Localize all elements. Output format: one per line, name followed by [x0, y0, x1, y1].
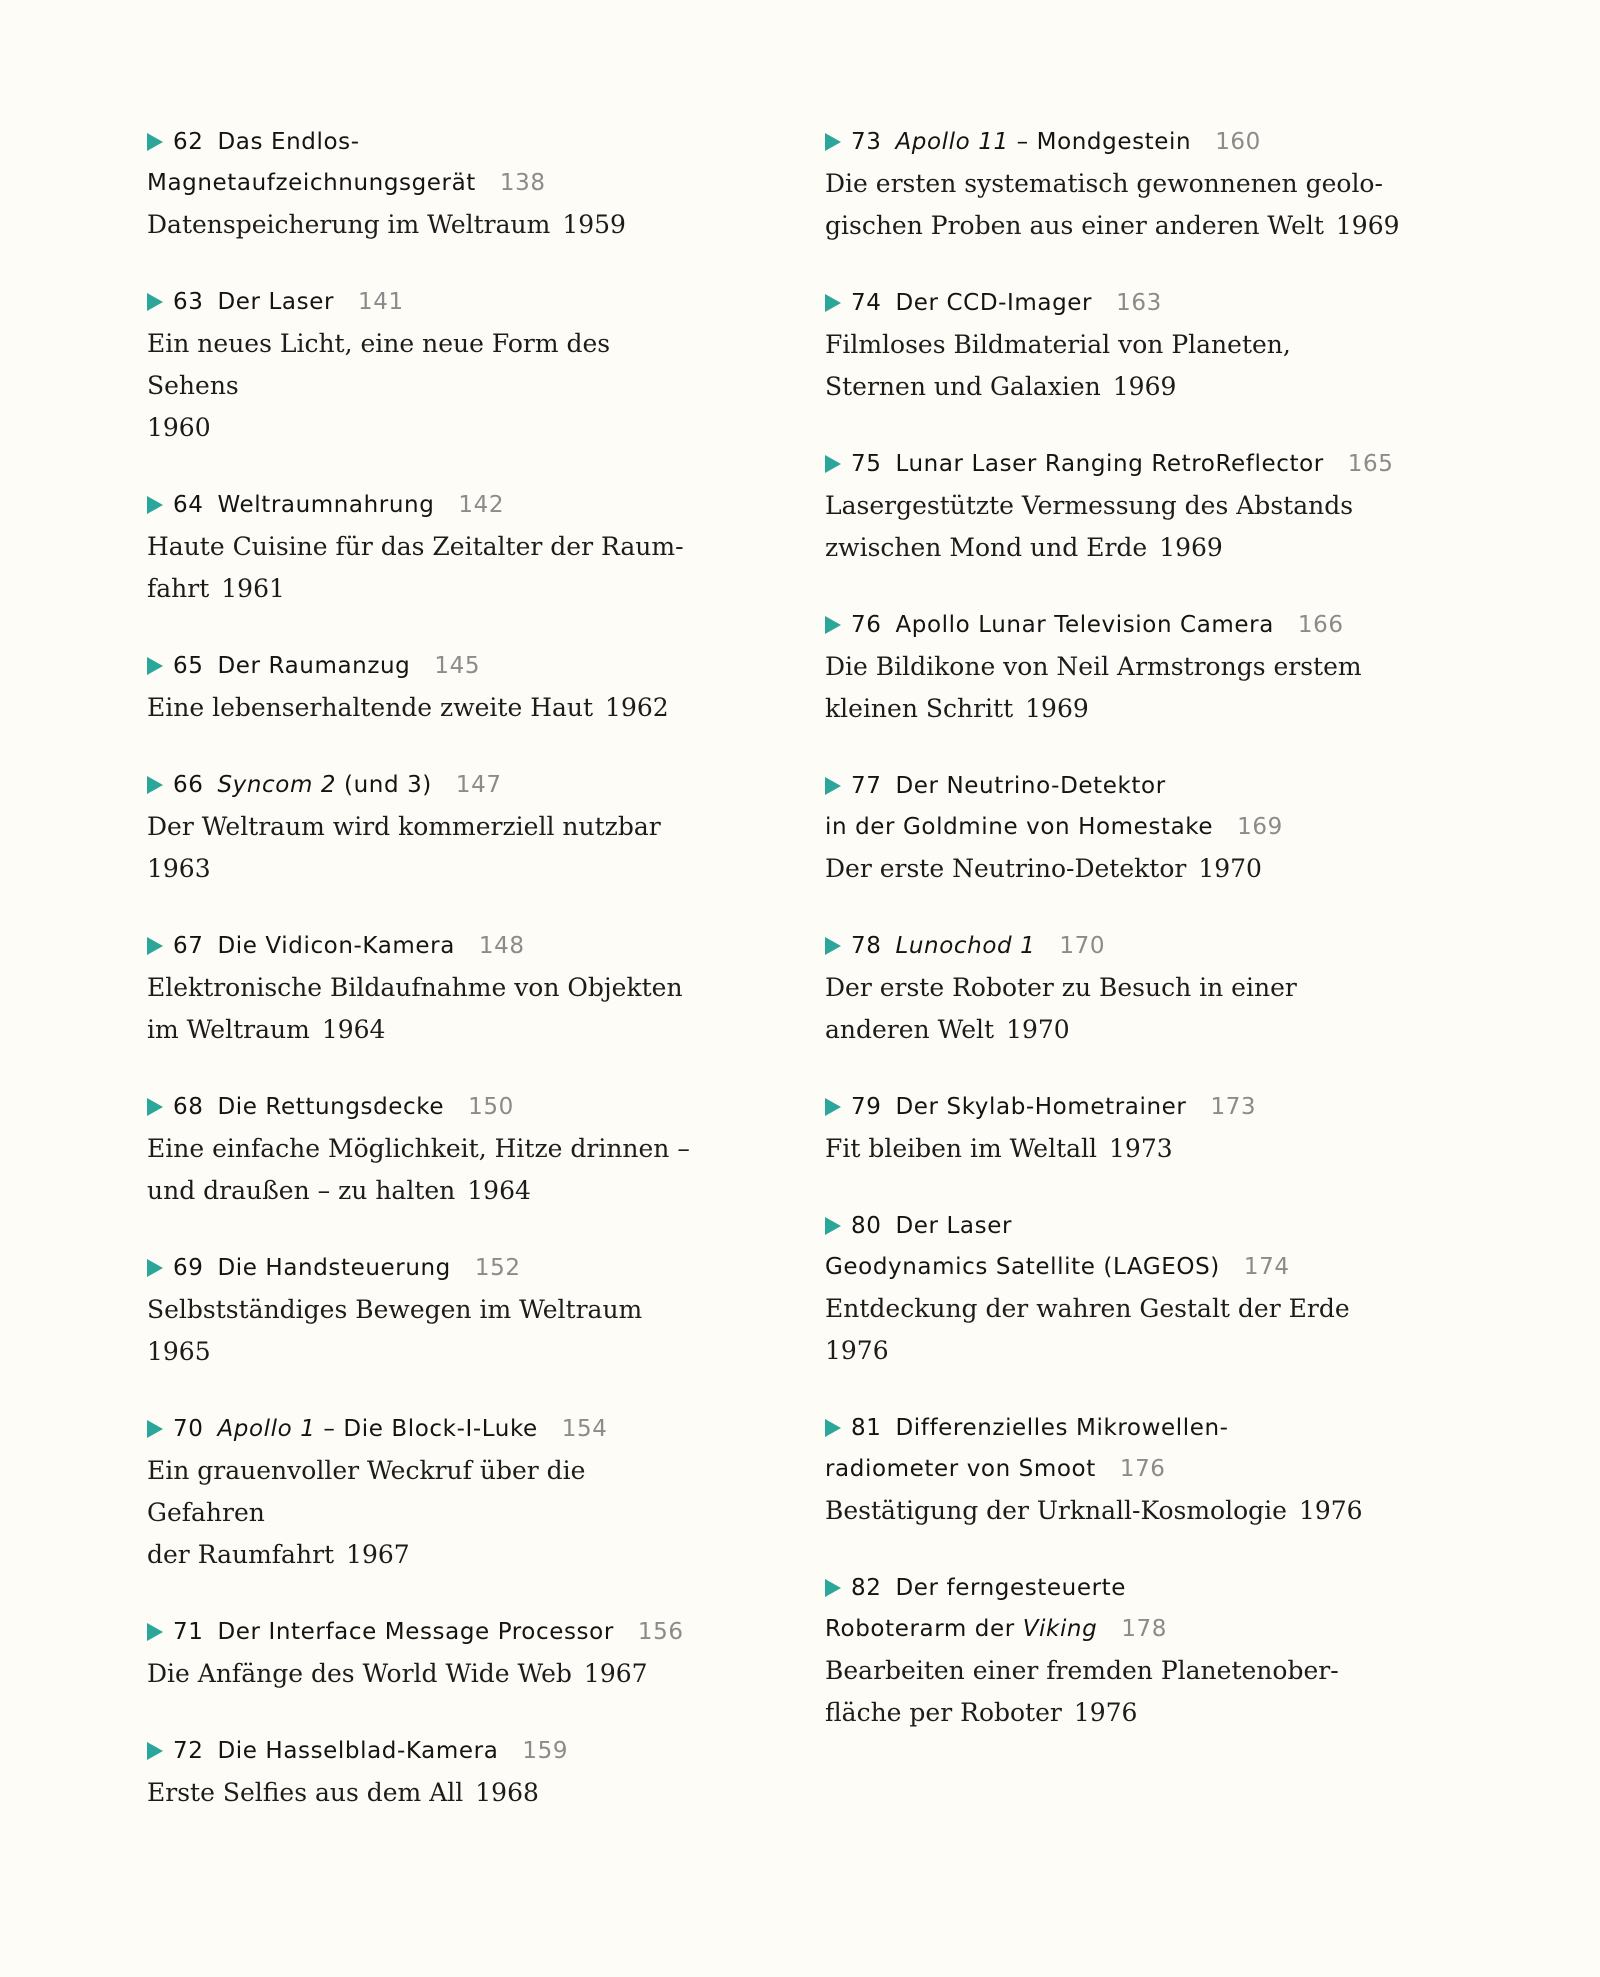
entry-year: 1976 — [1298, 1496, 1363, 1525]
entry-desc-text-cont: Sternen und Galaxien — [825, 372, 1101, 401]
entry-title: Der CCD-Imager — [895, 290, 1093, 316]
entry-title-italic: Viking — [1022, 1616, 1098, 1642]
entry-heading — [147, 646, 707, 687]
entry-heading — [825, 283, 1465, 324]
entry-description — [825, 848, 1465, 890]
entry-year: 1967 — [346, 1540, 410, 1569]
triangle-marker-icon — [147, 293, 163, 311]
triangle-marker-icon — [825, 1579, 841, 1597]
entry-title: Differenzielles Mikrowellen- — [895, 1415, 1229, 1441]
entry-description-line2 — [147, 1170, 707, 1212]
entry-description — [147, 1450, 707, 1534]
entry-page-number: 170 — [1059, 933, 1106, 959]
entry-title: Der Raumanzug — [217, 653, 411, 679]
entry-desc-text: Fit bleiben im Weltall — [825, 1134, 1098, 1163]
toc-entry-77[interactable] — [825, 766, 1465, 890]
entry-number: 82 — [851, 1575, 882, 1601]
entry-title: Der Laser — [217, 289, 334, 315]
entry-year: 1965 — [147, 1337, 211, 1366]
entry-title: Der Laser — [895, 1213, 1012, 1239]
entry-heading — [825, 766, 1465, 807]
entry-heading — [825, 122, 1465, 163]
entry-page-number: 163 — [1116, 290, 1162, 316]
entry-page-number: 166 — [1297, 612, 1344, 638]
triangle-marker-icon — [825, 1217, 841, 1235]
entry-page-number: 160 — [1215, 129, 1261, 155]
entry-description-line2 — [147, 1534, 707, 1576]
entry-title: Die Handsteuerung — [217, 1255, 451, 1281]
entry-heading — [825, 605, 1465, 646]
entry-description-line2 — [825, 205, 1465, 247]
toc-entry-74[interactable] — [825, 283, 1465, 408]
entry-description — [825, 1650, 1465, 1692]
entry-page-number: 152 — [474, 1255, 521, 1281]
entry-number: 75 — [851, 451, 882, 477]
entry-page-number: 145 — [434, 653, 481, 679]
entry-heading — [147, 1409, 707, 1450]
entry-desc-text: Filmloses Bildmaterial von Planeten, — [825, 330, 1291, 359]
entry-desc-text: Datenspeicherung im Weltraum — [147, 210, 551, 239]
toc-right-column — [825, 122, 1465, 1770]
entry-year: 1963 — [147, 854, 211, 883]
entry-page-number: 169 — [1237, 814, 1283, 840]
entry-number: 68 — [173, 1094, 204, 1120]
entry-desc-text-cont: und draußen – zu halten — [147, 1176, 456, 1205]
entry-desc-text: Der erste Neutrino-Detektor — [825, 854, 1187, 883]
entry-heading — [825, 1408, 1465, 1449]
entry-desc-text: Der erste Roboter zu Besuch in einer — [825, 973, 1297, 1002]
entry-desc-text: Erste Selfies aus dem All — [147, 1778, 464, 1807]
entry-page-number: 165 — [1347, 451, 1394, 477]
entry-title-cont: in der Goldmine von Homestake — [825, 814, 1214, 840]
entry-page-number: 176 — [1119, 1456, 1166, 1482]
entry-title: Weltraumnahrung — [217, 492, 435, 518]
entry-number: 73 — [851, 129, 882, 155]
entry-desc-text: Entdeckung der wahren Gestalt der Erde — [825, 1294, 1350, 1323]
triangle-marker-icon — [825, 1098, 841, 1116]
entry-year: 1969 — [1159, 533, 1223, 562]
toc-entry-66[interactable] — [147, 765, 707, 890]
entry-heading — [147, 122, 707, 163]
entry-number: 79 — [851, 1094, 882, 1120]
triangle-marker-icon — [825, 777, 841, 795]
entry-page-number: 173 — [1210, 1094, 1257, 1120]
entry-desc-text-cont: anderen Welt — [825, 1015, 995, 1044]
entry-desc-text-cont: zwischen Mond und Erde — [825, 533, 1148, 562]
entry-page-number: 156 — [637, 1619, 684, 1645]
entry-number: 72 — [173, 1738, 204, 1764]
toc-entry-78[interactable] — [825, 926, 1465, 1051]
entry-page-number: 138 — [499, 170, 546, 196]
entry-title-italic: Apollo 1 — [217, 1416, 316, 1442]
entry-description — [825, 1128, 1465, 1170]
entry-title: Lunar Laser Ranging RetroReflector — [895, 451, 1324, 477]
toc-left-column — [147, 122, 707, 1850]
entry-heading — [147, 282, 707, 323]
entry-description — [147, 204, 707, 246]
toc-entry-79[interactable] — [825, 1087, 1465, 1170]
entry-page-number: 178 — [1121, 1616, 1168, 1642]
toc-entry-76[interactable] — [825, 605, 1465, 730]
entry-page-number: 154 — [561, 1416, 608, 1442]
entry-description — [825, 163, 1465, 205]
entry-page-number: 150 — [468, 1094, 514, 1120]
entry-year: 1970 — [1198, 854, 1262, 883]
toc-entry-71[interactable] — [147, 1612, 707, 1695]
entry-title-cont: Magnetaufzeichnungsgerät — [147, 170, 476, 196]
entry-description — [825, 324, 1465, 366]
entry-desc-text-cont: fläche per Roboter — [825, 1698, 1062, 1727]
entry-heading-line2 — [825, 1609, 1465, 1650]
entry-description-line2 — [147, 407, 707, 449]
entry-description — [825, 967, 1465, 1009]
entry-heading-line2 — [825, 807, 1465, 848]
entry-heading — [825, 1206, 1465, 1247]
entry-heading-line2 — [825, 1449, 1465, 1490]
entry-description-line2 — [825, 366, 1465, 408]
entry-number: 69 — [173, 1255, 204, 1281]
entry-title: Der Neutrino-Detektor — [895, 773, 1166, 799]
entry-number: 71 — [173, 1619, 204, 1645]
entry-page-number: 148 — [478, 933, 525, 959]
entry-description-line2 — [825, 1009, 1465, 1051]
entry-desc-text-cont: im Weltraum — [147, 1015, 310, 1044]
entry-desc-text: Bestätigung der Urknall-Kosmologie — [825, 1496, 1287, 1525]
toc-entry-73[interactable] — [825, 122, 1465, 247]
entry-page-number: 159 — [522, 1738, 569, 1764]
entry-heading — [147, 1612, 707, 1653]
entry-year: 1969 — [1025, 694, 1089, 723]
entry-desc-text: Eine einfache Möglichkeit, Hitze drinnen – — [147, 1134, 690, 1163]
entry-desc-text: Haute Cuisine für das Zeitalter der Raum- — [147, 532, 684, 561]
entry-description-line2 — [825, 527, 1465, 569]
triangle-marker-icon — [147, 1623, 163, 1641]
entry-heading — [147, 926, 707, 967]
entry-desc-text-cont: der Raumfahrt — [147, 1540, 335, 1569]
triangle-marker-icon — [147, 1259, 163, 1277]
toc-entry-82[interactable] — [825, 1568, 1465, 1734]
entry-description — [147, 1128, 707, 1170]
entry-description — [147, 1772, 707, 1814]
triangle-marker-icon — [147, 937, 163, 955]
entry-year: 1976 — [1073, 1698, 1138, 1727]
triangle-marker-icon — [825, 616, 841, 634]
entry-heading — [825, 444, 1465, 485]
entry-description-line2 — [825, 1330, 1465, 1372]
entry-heading — [825, 1087, 1465, 1128]
triangle-marker-icon — [825, 937, 841, 955]
entry-heading — [825, 1568, 1465, 1609]
entry-desc-text: Ein neues Licht, eine neue Form des Sehens — [147, 329, 611, 400]
toc-entry-80[interactable] — [825, 1206, 1465, 1372]
entry-description — [147, 526, 707, 568]
entry-title: Der Skylab-Hometrainer — [895, 1094, 1187, 1120]
entry-number: 63 — [173, 289, 204, 315]
entry-title-italic: Apollo 11 — [895, 129, 1009, 155]
toc-entry-62[interactable] — [147, 122, 707, 246]
entry-heading — [147, 1087, 707, 1128]
entry-title: Der Interface Message Processor — [217, 1619, 614, 1645]
entry-desc-text: Ein grauenvoller Weckruf über die Gefahren — [147, 1456, 586, 1527]
toc-entry-64[interactable] — [147, 485, 707, 610]
toc-entry-75[interactable] — [825, 444, 1465, 569]
triangle-marker-icon — [147, 776, 163, 794]
entry-number: 78 — [851, 933, 882, 959]
entry-title: Das Endlos- — [217, 129, 360, 155]
entry-desc-text: Der Weltraum wird kommerziell nutzbar — [147, 812, 661, 841]
entry-heading — [147, 765, 707, 806]
entry-title: Apollo Lunar Television Camera — [895, 612, 1274, 638]
entry-description — [147, 806, 707, 848]
entry-description-line2 — [147, 1009, 707, 1051]
entry-description-line2 — [147, 848, 707, 890]
entry-title: Der ferngesteuerte — [895, 1575, 1127, 1601]
triangle-marker-icon — [825, 294, 841, 312]
entry-number: 66 — [173, 772, 204, 798]
entry-year: 1961 — [221, 574, 285, 603]
entry-number: 65 — [173, 653, 204, 679]
entry-number: 76 — [851, 612, 882, 638]
entry-number: 77 — [851, 773, 882, 799]
entry-year: 1962 — [605, 693, 669, 722]
triangle-marker-icon — [147, 1742, 163, 1760]
entry-desc-text: Elektronische Bildaufnahme von Objekten — [147, 973, 683, 1002]
entry-desc-text: Die ersten systematisch gewonnenen geolo- — [825, 169, 1383, 198]
entry-number: 67 — [173, 933, 204, 959]
triangle-marker-icon — [825, 1419, 841, 1437]
entry-title-cont: Geodynamics Satellite (LAGEOS) — [825, 1254, 1220, 1280]
entry-title-italic: Syncom 2 — [217, 772, 337, 798]
entry-description-line2 — [147, 568, 707, 610]
entry-desc-text: Die Bildikone von Neil Armstrongs erstem — [825, 652, 1362, 681]
triangle-marker-icon — [825, 133, 841, 151]
entry-title-rest: – Die Block-I-Luke — [315, 1416, 538, 1442]
entry-page-number: 174 — [1243, 1254, 1290, 1280]
entry-number: 70 — [173, 1416, 204, 1442]
entry-heading — [147, 1731, 707, 1772]
entry-number: 80 — [851, 1213, 882, 1239]
entry-heading-line2 — [825, 1247, 1465, 1288]
entry-number: 64 — [173, 492, 204, 518]
toc-entry-67[interactable] — [147, 926, 707, 1051]
entry-desc-text-cont: kleinen Schritt — [825, 694, 1014, 723]
entry-description-line2 — [825, 688, 1465, 730]
entry-title-italic: Lunochod 1 — [895, 933, 1036, 959]
toc-entry-63[interactable] — [147, 282, 707, 449]
entry-desc-text-cont: gischen Proben aus einer anderen Welt — [825, 211, 1324, 240]
entry-heading — [147, 1248, 707, 1289]
entry-desc-text: Lasergestützte Vermessung des Abstands — [825, 491, 1354, 520]
entry-heading-line2 — [147, 163, 707, 204]
entry-description — [147, 967, 707, 1009]
entry-desc-text: Selbstständiges Bewegen im Weltraum — [147, 1295, 643, 1324]
entry-description — [825, 485, 1465, 527]
entry-page-number: 141 — [358, 289, 404, 315]
entry-desc-text-cont: fahrt — [147, 574, 210, 603]
entry-year: 1960 — [147, 413, 211, 442]
entry-year: 1964 — [467, 1176, 531, 1205]
entry-title-cont: radiometer von Smoot — [825, 1456, 1096, 1482]
entry-description — [147, 323, 707, 407]
entry-desc-text: Eine lebenserhaltende zweite Haut — [147, 693, 594, 722]
entry-year: 1973 — [1109, 1134, 1173, 1163]
entry-description — [147, 687, 707, 729]
entry-description — [825, 1288, 1465, 1330]
entry-title-cont: Roboterarm der — [825, 1616, 1023, 1642]
entry-number: 81 — [851, 1415, 882, 1441]
triangle-marker-icon — [147, 133, 163, 151]
entry-year: 1970 — [1006, 1015, 1070, 1044]
entry-year: 1969 — [1335, 211, 1400, 240]
toc-entry-69[interactable] — [147, 1248, 707, 1373]
entry-description-line2 — [825, 1692, 1465, 1734]
entry-year: 1964 — [321, 1015, 386, 1044]
entry-title: Die Hasselblad-Kamera — [217, 1738, 499, 1764]
triangle-marker-icon — [825, 455, 841, 473]
toc-entry-65[interactable] — [147, 646, 707, 729]
entry-year: 1959 — [562, 210, 626, 239]
triangle-marker-icon — [147, 1420, 163, 1438]
entry-year: 1969 — [1112, 372, 1177, 401]
entry-title-rest: (und 3) — [336, 772, 432, 798]
entry-desc-text: Bearbeiten einer fremden Planetenober- — [825, 1656, 1339, 1685]
toc-entry-72[interactable] — [147, 1731, 707, 1814]
entry-title-rest: – Mondgestein — [1008, 129, 1192, 155]
entry-description — [147, 1289, 707, 1331]
entry-year: 1967 — [583, 1659, 648, 1688]
triangle-marker-icon — [147, 1098, 163, 1116]
triangle-marker-icon — [147, 496, 163, 514]
entry-year: 1968 — [475, 1778, 539, 1807]
entry-description — [825, 1490, 1465, 1532]
triangle-marker-icon — [147, 657, 163, 675]
toc-entry-70[interactable] — [147, 1409, 707, 1576]
entry-year: 1976 — [825, 1336, 889, 1365]
entry-title: Die Rettungsdecke — [217, 1094, 445, 1120]
entry-number: 74 — [851, 290, 882, 316]
toc-entry-68[interactable] — [147, 1087, 707, 1212]
entry-desc-text: Die Anfänge des World Wide Web — [147, 1659, 572, 1688]
toc-entry-81[interactable] — [825, 1408, 1465, 1532]
entry-heading — [147, 485, 707, 526]
entry-number: 62 — [173, 129, 204, 155]
entry-page-number: 142 — [458, 492, 505, 518]
entry-description — [147, 1653, 707, 1695]
entry-description-line2 — [147, 1331, 707, 1373]
entry-title: Die Vidicon-Kamera — [217, 933, 455, 959]
entry-description — [825, 646, 1465, 688]
entry-page-number: 147 — [455, 772, 502, 798]
entry-heading — [825, 926, 1465, 967]
